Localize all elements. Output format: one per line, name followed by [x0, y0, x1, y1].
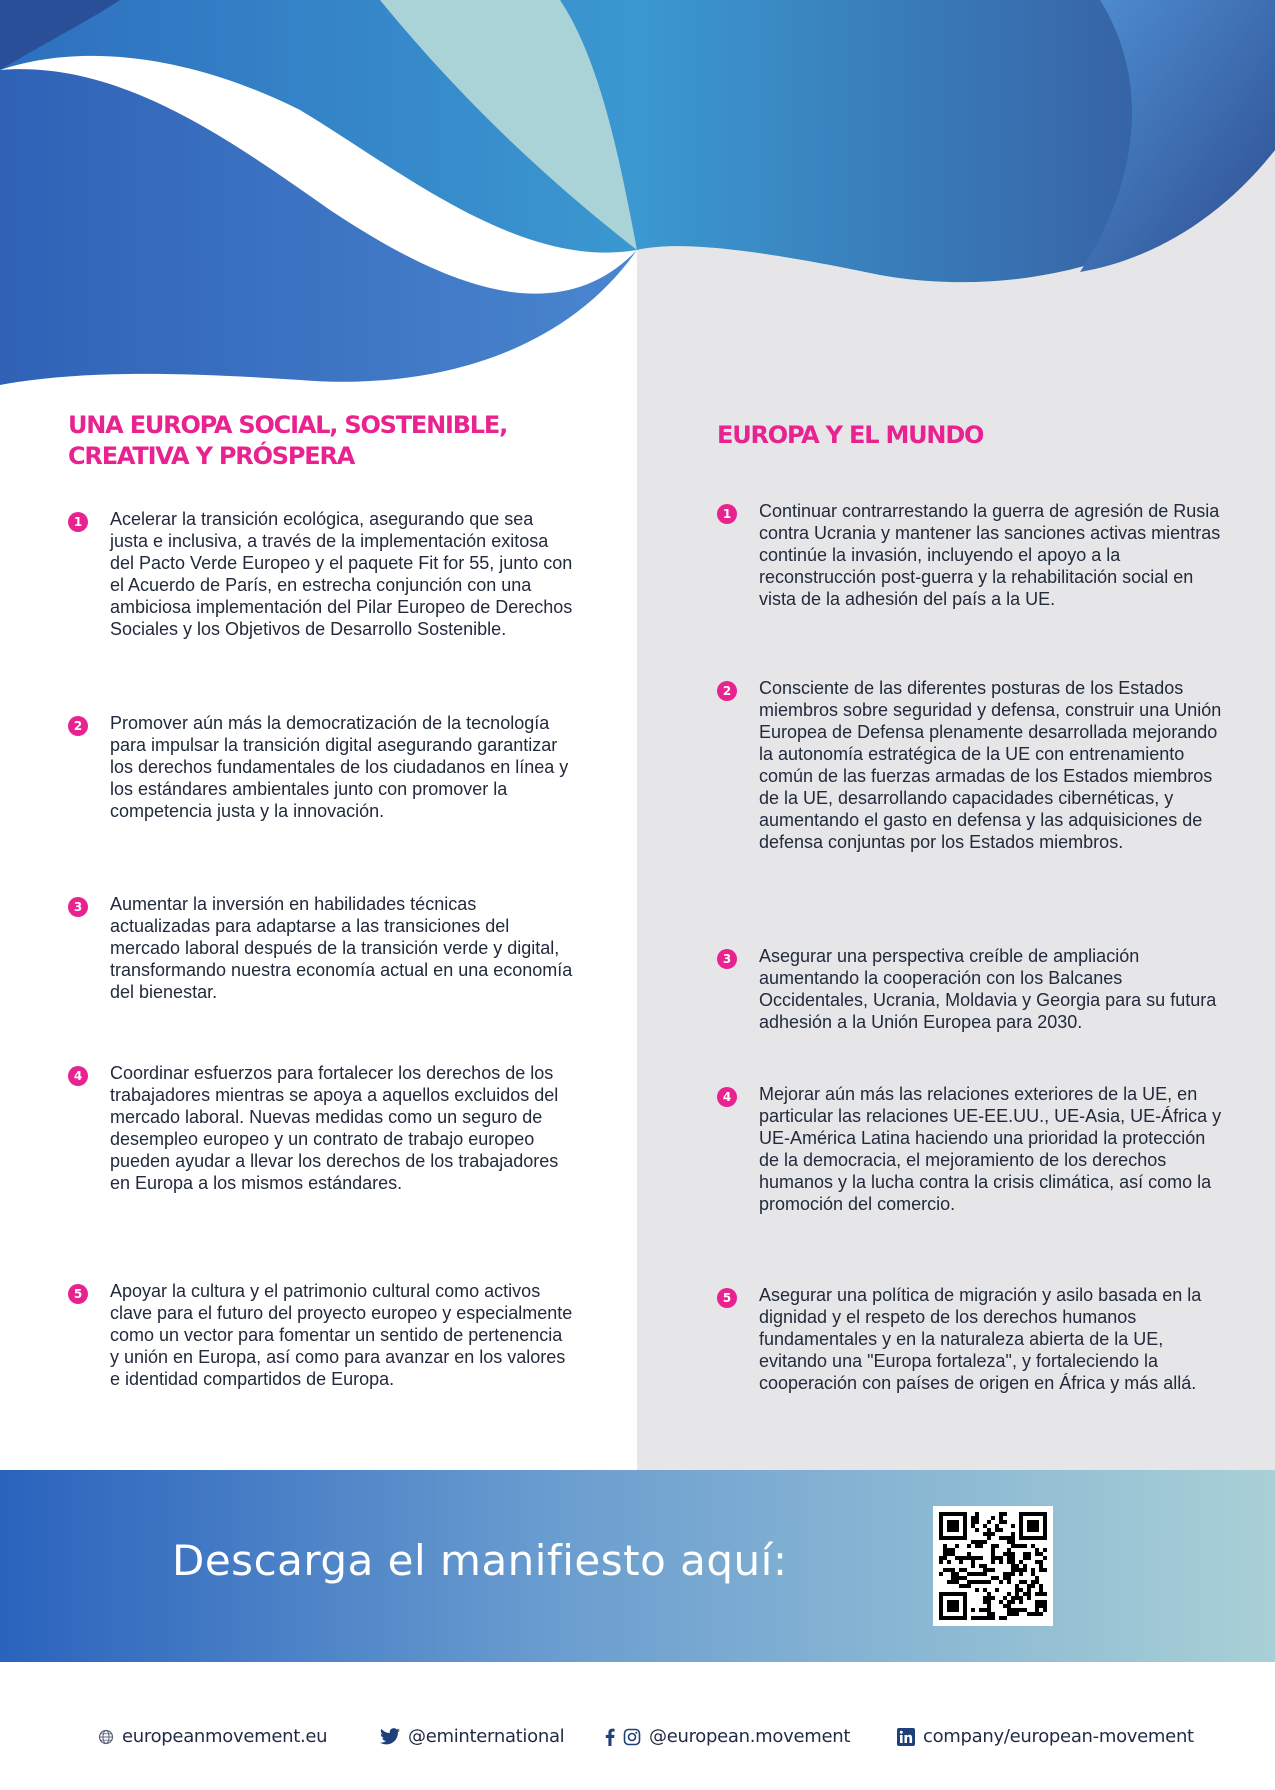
list-item-text: Continuar contrarrestando la guerra de agresión de Rusia contra Ucrania y mantener las sanciones activas mientras continúe la invasión, incluyendo el apoyo a la reconstrucción post-guerra y la rehabilitación social en vista de la adhesión del país a la UE. — [759, 501, 1221, 609]
facebook-icon — [605, 1728, 615, 1746]
instagram-icon — [623, 1728, 641, 1746]
list-item-text: Aumentar la inversión en habilidades técnicas actualizadas para adaptarse a las transiciones del mercado laboral después de la transición verde y digital, transformando nuestra economía actual en una economía del bienestar. — [110, 894, 573, 1002]
right-column — [717, 410, 1227, 1393]
list-item — [68, 1062, 573, 1194]
footer-linkedin-text: company/european-movement — [923, 1726, 1194, 1747]
footer-social-text: @european.movement — [649, 1726, 851, 1747]
list-item-text: Promover aún más la democratización de la tecnología para impulsar la transición digital asegurando garantizar los derechos fundamentales de los ciudadanos en línea y los estándares ambientales junto con promover la competencia justa y la innovación. — [110, 713, 569, 821]
footer — [0, 1662, 1275, 1790]
list-item-text: Asegurar una política de migración y asilo basada en la dignidad y el respeto de los derechos humanos fundamentales y en la naturaleza abierta de la UE, evitando una "Europa fortaleza", y fortaleciendo la cooperación con países de origen en África y más allá. — [759, 1285, 1202, 1393]
footer-twitter[interactable] — [380, 1726, 564, 1747]
number-badge: 5 — [717, 1288, 737, 1308]
list-item-text: Asegurar una perspectiva creíble de ampliación aumentando la cooperación con los Balcanes Occidentales, Ucrania, Moldavia y Georgia para su futura adhesión a la Unión Europea para 2030. — [759, 946, 1217, 1032]
number-badge: 3 — [717, 949, 737, 969]
number-badge: 5 — [68, 1284, 88, 1304]
number-badge: 4 — [717, 1087, 737, 1107]
list-item — [68, 712, 573, 822]
list-item-text: Acelerar la transición ecológica, asegurando que sea justa e inclusiva, a través de la implementación exitosa del Pacto Verde Europeo y el paquete Fit for 55, junto con el Acuerdo de París, en estrecha conjunción con una ambiciosa implementación del Pilar Europeo de Derechos Sociales y los Objetivos de Desarrollo Sostenible. — [110, 509, 573, 639]
list-item — [717, 1284, 1227, 1394]
linkedin-icon — [897, 1728, 915, 1746]
globe-icon — [98, 1729, 114, 1745]
list-item — [717, 1083, 1227, 1215]
list-item-text: Coordinar esfuerzos para fortalecer los derechos de los trabajadores mientras se apoya a aquellos excluidos del mercado laboral. Nuevas medidas como un seguro de desempleo europeo y un contrato de trabajo europeo pueden ayudar a llevar los derechos de los trabajadores en Europa a los mismos estándares. — [110, 1063, 559, 1193]
right-column-heading: EUROPA Y EL MUNDO — [717, 421, 984, 449]
number-badge: 1 — [717, 504, 737, 524]
list-item — [68, 1280, 573, 1390]
list-item — [68, 508, 573, 640]
footer-website[interactable] — [98, 1726, 327, 1747]
download-banner — [0, 1470, 1275, 1662]
number-badge: 3 — [68, 897, 88, 917]
footer-website-text: europeanmovement.eu — [122, 1726, 328, 1747]
list-item — [717, 945, 1227, 1033]
number-badge: 1 — [68, 512, 88, 532]
list-item — [717, 677, 1227, 853]
download-banner-text: Descarga el manifiesto aquí: — [172, 1536, 788, 1585]
number-badge: 2 — [717, 681, 737, 701]
list-item-text: Apoyar la cultura y el patrimonio cultural como activos clave para el futuro del proyecto europeo y especialmente como un vector para fomentar un sentido de pertenencia y unión en Europa, así como para avanzar en los valores e identidad compartidos de Europa. — [110, 1281, 573, 1389]
header-wave-graphic — [0, 0, 1275, 390]
twitter-icon — [380, 1728, 400, 1745]
left-column-heading: UNA EUROPA SOCIAL, SOSTENIBLE, CREATIVA Y PRÓSPERA — [68, 411, 508, 470]
list-item-text: Consciente de las diferentes posturas de los Estados miembros sobre seguridad y defensa, construir una Unión Europea de Defensa plenamente desarrollada mejorando la autonomía estratégica de la UE con entrenamiento común de las fuerzas armadas de los Estados miembros de la UE, desarrollando capacidades cibernéticas, y aumentando el gasto en defensa y las adquisiciones de defensa conjuntas por los Estados miembros. — [759, 678, 1222, 852]
footer-twitter-text: @eminternational — [408, 1726, 565, 1747]
qr-code-graphic — [939, 1512, 1047, 1620]
list-item — [68, 893, 573, 1003]
left-column — [68, 410, 573, 1389]
number-badge: 2 — [68, 716, 88, 736]
footer-linkedin[interactable] — [897, 1726, 1194, 1747]
footer-social[interactable] — [605, 1726, 850, 1747]
qr-code[interactable] — [933, 1506, 1053, 1626]
number-badge: 4 — [68, 1066, 88, 1086]
list-item-text: Mejorar aún más las relaciones exteriores de la UE, en particular las relaciones UE-EE.UU., UE-Asia, UE-África y UE-América Latina haciendo una prioridad la protección de la democracia, el mejoramiento de los derechos humanos y la lucha contra la crisis climática, así como la promoción del comercio. — [759, 1084, 1222, 1214]
list-item — [717, 500, 1227, 610]
